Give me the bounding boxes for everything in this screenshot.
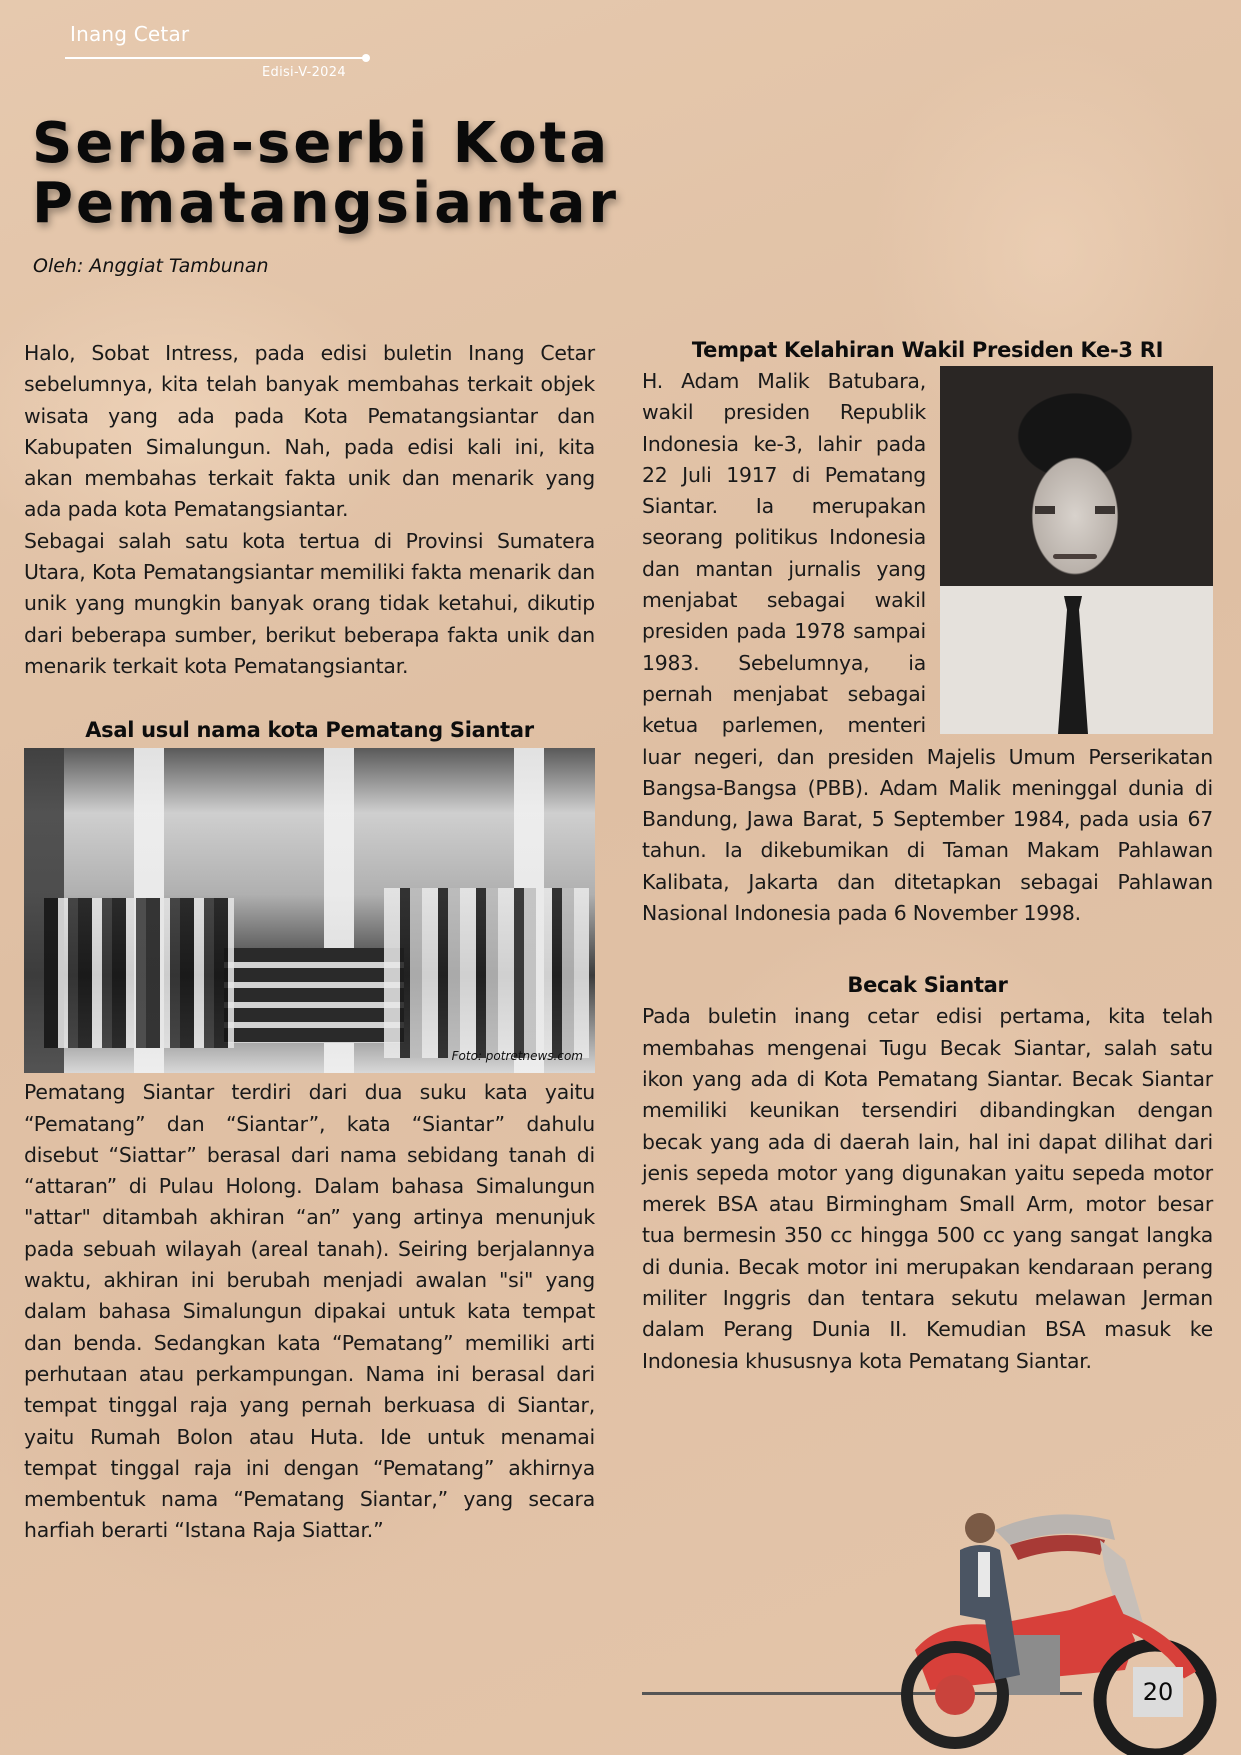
palace-historical-photo bbox=[24, 748, 595, 1073]
article-title-line-1: Serba-serbi Kota bbox=[32, 111, 611, 176]
photo-crowd-right bbox=[384, 888, 589, 1058]
photo-crowd-left bbox=[44, 898, 234, 1048]
photo-credit: Foto: potretnews.com bbox=[451, 1049, 583, 1064]
vice-president-paragraph: H. Adam Malik Batubara, wakil presiden Republik Indonesia ke-3, lahir pada 22 Juli 1917 di Pematang Siantar. Ia merupakan seorang politikus Indonesia dan mantan jurnalis yang menjabat sebagai wakil presiden pada 1978 sampai 1983. Sebelumnya, ia pernah menjabat sebagai ketua parlemen, menteri luar negeri, dan presiden Majelis Umum Perserikatan Bangsa-Bangsa (PBB). Adam Malik meninggal dunia di Bandung, Jawa Barat, 5 September 1984, pada usia 67 tahun. Ia dikebumikan di Taman Makam Pahlawan Kalibata, Jakarta dan ditetapkan sebagai Pahlawan Nasional Indonesia pada 6 November 1998. bbox=[642, 369, 1213, 926]
section-heading-becak: Becak Siantar bbox=[847, 973, 1008, 998]
name-origin-paragraph: Pematang Siantar terdiri dari dua suku kata yaitu “Pematang” dan “Siantar”, kata “Siantar” dahulu disebut “Siattar” berasal dari nama sebidang tanah di “attaran” di Pulau Holong. Dalam bahasa Simalungun "attar" ditambah akhiran “an” yang artinya menunjuk pada sebuah wilayah (areal tanah). Seiring berjalannya waktu, akhiran ini berubah menjadi awalan "si" yang dalam bahasa Simalungun dipakai untuk kata tempat dan benda. Sedangkan kata “Pematang” memiliki arti perhutaan atau perkampungan. Nama ini berasal dari tempat tinggal raja yang pernah berkuasa di Siantar, yaitu Rumah Bolon atau Huta. Ide untuk menamai tempat tinggal raja ini dengan “Pematang” akhirnya membentuk nama “Pematang Siantar,” yang secara harfiah berarti “Istana Raja Siattar.” bbox=[24, 1080, 595, 1543]
adam-malik-portrait-photo bbox=[940, 366, 1213, 734]
right-column bbox=[642, 338, 1213, 1377]
publication-name: Inang Cetar bbox=[70, 22, 190, 46]
section-heading-vice-president: Tempat Kelahiran Wakil Presiden Ke-3 RI bbox=[691, 338, 1164, 362]
edition-label: Edisi-V-2024 bbox=[262, 65, 346, 80]
section-heading-name-origin: Asal usul nama kota Pematang Siantar bbox=[85, 718, 534, 743]
becak-rear-hub bbox=[935, 1675, 975, 1715]
rider-head bbox=[965, 1513, 995, 1543]
intro-paragraph-1: Halo, Sobat Intress, pada edisi buletin Inang Cetar sebelumnya, kita telah banyak membahas terkait objek wisata yang ada pada Kota Pematangsiantar dan Kabupaten Simalungun. Nah, pada edisi kali ini, kita akan membahas terkait fakta unik dan menarik yang ada pada kota Pematangsiantar. bbox=[24, 341, 595, 522]
photo-steps bbox=[224, 948, 404, 1043]
left-column bbox=[24, 338, 595, 1547]
article-title bbox=[32, 111, 620, 236]
portrait-mouth bbox=[1053, 554, 1097, 559]
header-divider-dot bbox=[362, 54, 370, 62]
portrait-eyes bbox=[1035, 506, 1115, 514]
portrait-tie bbox=[1058, 596, 1088, 734]
becak-paragraph: Pada buletin inang cetar edisi pertama, kita telah membahas mengenai Tugu Becak Siantar, salah satu ikon yang ada di Kota Pematang Siantar. Becak Siantar memiliki keunikan tersendiri dibandingkan dengan becak yang ada di daerah lain, hal ini dapat dilihat dari jenis sepeda motor yang digunakan yaitu sepeda motor merek BSA atau Birmingham Small Arm, motor besar tua bermesin 350 cc hingga 500 cc yang sangat langka di dunia. Becak motor ini merupakan kendaraan perang militer Inggris dan tentara sekutu melawan Jerman dalam Perang Dunia II. Kemudian BSA masuk ke Indonesia khususnya kota Pematang Siantar. bbox=[642, 1004, 1213, 1373]
page-number: 20 bbox=[1133, 1667, 1183, 1717]
intro-paragraph-2: Sebagai salah satu kota tertua di Provinsi Sumatera Utara, Kota Pematangsiantar memiliki fakta menarik dan unik yang mungkin banyak orang tidak ketahui, dikutip dari beberapa sumber, berikut beberapa fakta unik dan menarik terkait kota Pematangsiantar. bbox=[24, 528, 595, 678]
article-title-line-2: Pematangsiantar bbox=[32, 171, 620, 236]
article-byline: Oleh: Anggiat Tambunan bbox=[33, 255, 269, 277]
header-divider bbox=[65, 57, 365, 59]
rider-shirt bbox=[978, 1552, 990, 1597]
